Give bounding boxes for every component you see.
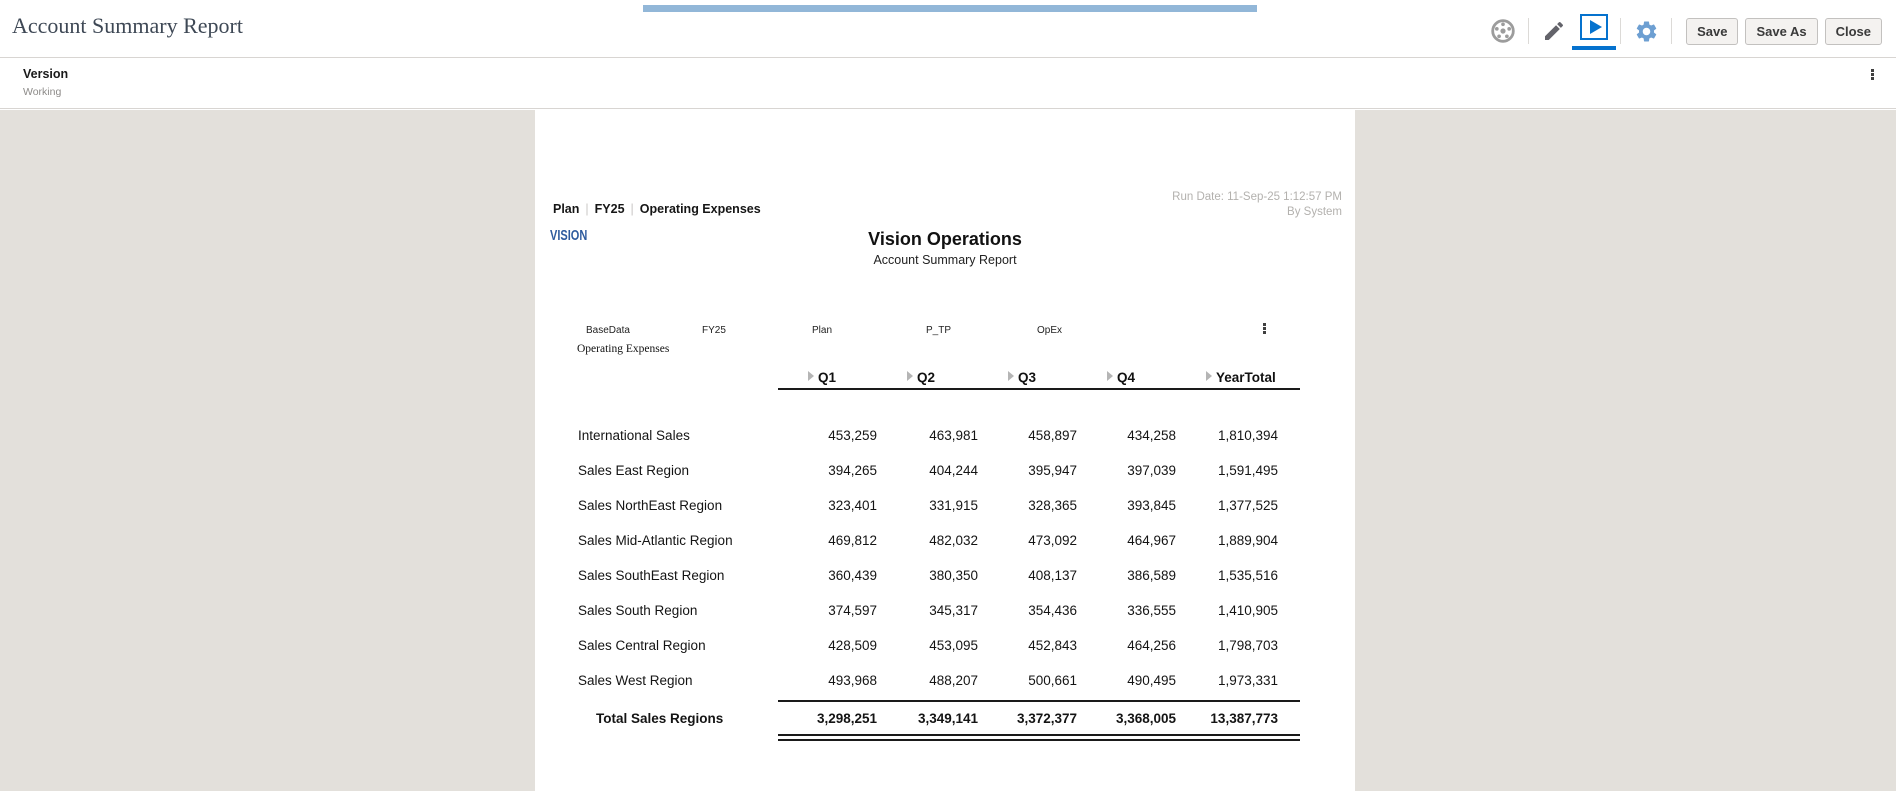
preview-play-button[interactable]: [1579, 12, 1609, 50]
pov-member-fy25[interactable]: FY25: [702, 325, 726, 336]
pov-member-plan[interactable]: Plan: [812, 325, 833, 336]
play-icon: [1580, 14, 1608, 40]
total-row: [578, 706, 1300, 732]
cell-value: 354,436: [1028, 603, 1077, 618]
version-pov-bar: [0, 59, 1896, 109]
cell-value: 493,968: [828, 673, 877, 688]
pov-member-basedata[interactable]: BaseData: [586, 325, 630, 336]
toolbar: [1489, 11, 1882, 51]
cell-value: 395,947: [1028, 463, 1077, 478]
column-header-q1[interactable]: Q1: [778, 368, 877, 388]
row-label: Sales East Region: [578, 463, 690, 478]
toolbar-divider: [1528, 18, 1529, 44]
cell-value: 323,401: [828, 498, 877, 513]
cell-value: 331,915: [929, 498, 978, 513]
cell-value: 463,981: [929, 428, 978, 443]
cell-value: 1,535,516: [1217, 568, 1278, 583]
cell-value: 1,410,905: [1217, 603, 1278, 618]
total-value: 3,372,377: [1016, 711, 1077, 726]
cell-value: 452,843: [1028, 638, 1077, 653]
row-label: International Sales: [578, 428, 690, 443]
cell-value: 1,377,525: [1217, 498, 1278, 513]
cell-value: 336,555: [1127, 603, 1176, 618]
table-row: [578, 418, 1300, 453]
cell-value: 453,095: [929, 638, 978, 653]
column-header-q4[interactable]: Q4: [1077, 368, 1176, 388]
expand-triangle-icon[interactable]: [907, 371, 913, 381]
report-title-block: [535, 229, 1355, 267]
cell-value: 345,317: [929, 603, 978, 618]
cell-value: 394,265: [828, 463, 877, 478]
cell-value: 1,798,703: [1217, 638, 1278, 653]
edit-pencil-icon[interactable]: [1540, 17, 1568, 45]
total-value: 13,387,773: [1210, 711, 1278, 726]
cell-value: 1,973,331: [1217, 673, 1278, 688]
vision-logo: VISION: [550, 228, 588, 245]
expand-triangle-icon[interactable]: [1206, 371, 1212, 381]
toolbar-divider: [1671, 18, 1672, 44]
total-double-underline: [778, 739, 1300, 741]
expand-triangle-icon[interactable]: [808, 371, 814, 381]
cell-value: 434,258: [1127, 428, 1176, 443]
report-preview-panel: [535, 110, 1355, 791]
cell-value: 1,591,495: [1217, 463, 1278, 478]
table-row: [578, 593, 1300, 628]
table-body: [578, 418, 1300, 698]
total-top-rule: [778, 700, 1300, 702]
pov-member-operating-expenses[interactable]: Operating Expenses: [577, 343, 670, 355]
close-button[interactable]: Close: [1825, 18, 1882, 45]
toolbar-divider: [1620, 18, 1621, 44]
progress-bar: [643, 5, 1257, 12]
header-underline: [778, 388, 1300, 390]
version-label: Version: [23, 67, 69, 81]
table-row: [578, 523, 1300, 558]
run-by: By System: [1287, 206, 1342, 218]
cell-value: 500,661: [1028, 673, 1077, 688]
breadcrumb-item-account[interactable]: Operating Expenses: [639, 202, 761, 216]
pov-member-ptp[interactable]: P_TP: [926, 325, 952, 336]
total-value: 3,349,141: [917, 711, 978, 726]
cell-value: 482,032: [929, 533, 978, 548]
column-header-q3[interactable]: Q3: [978, 368, 1077, 388]
page-title: Account Summary Report: [12, 13, 243, 38]
cell-value: 408,137: [1028, 568, 1077, 583]
report-title: Vision Operations: [868, 229, 1022, 249]
pov-kebab-menu-icon[interactable]: [1263, 323, 1266, 334]
cell-value: 328,365: [1028, 498, 1077, 513]
total-double-underline: [778, 734, 1300, 736]
table-row: [578, 628, 1300, 663]
version-member-selector[interactable]: Working: [23, 86, 62, 98]
report-subtitle: Account Summary Report: [873, 253, 1017, 267]
row-label: Sales SouthEast Region: [578, 568, 725, 583]
row-label: Sales South Region: [578, 603, 698, 618]
column-header-q2[interactable]: Q2: [877, 368, 978, 388]
column-header-yeartotal[interactable]: YearTotal: [1176, 368, 1278, 388]
cell-value: 360,439: [828, 568, 877, 583]
row-label: Sales Central Region: [578, 638, 706, 653]
breadcrumb-item-scenario[interactable]: Plan: [553, 202, 580, 216]
run-date: Run Date: 11-Sep-25 1:12:57 PM: [1172, 191, 1342, 203]
cell-value: 380,350: [929, 568, 978, 583]
cell-value: 404,244: [929, 463, 978, 478]
row-label: Sales NorthEast Region: [578, 498, 723, 513]
cell-value: 397,039: [1127, 463, 1176, 478]
table-row: [578, 558, 1300, 593]
cell-value: 458,897: [1028, 428, 1077, 443]
cell-value: 469,812: [828, 533, 877, 548]
table-row: [578, 453, 1300, 488]
table-header-row: [578, 368, 1300, 388]
cell-value: 490,495: [1127, 673, 1176, 688]
pov-wheel-icon[interactable]: [1489, 17, 1517, 45]
settings-gear-icon[interactable]: [1632, 17, 1660, 45]
report-pov-breadcrumb: Plan | FY25 | Operating Expenses: [553, 202, 761, 216]
cell-value: 1,810,394: [1217, 428, 1278, 443]
app-header: [0, 0, 1896, 58]
content-background: [0, 110, 1896, 791]
cell-value: 488,207: [929, 673, 978, 688]
cell-value: 464,967: [1127, 533, 1176, 548]
active-tab-underline: [1572, 46, 1616, 50]
cell-value: 1,889,904: [1217, 533, 1278, 548]
save-button[interactable]: Save: [1686, 18, 1738, 45]
expand-triangle-icon[interactable]: [1008, 371, 1014, 381]
row-label: Sales West Region: [578, 673, 693, 688]
pov-member-opex[interactable]: OpEx: [1037, 325, 1063, 336]
cell-value: 393,845: [1127, 498, 1176, 513]
run-info: [1172, 190, 1342, 220]
cell-value: 374,597: [828, 603, 877, 618]
row-label: Sales Mid-Atlantic Region: [578, 533, 733, 548]
breadcrumb-item-year[interactable]: FY25: [594, 202, 625, 216]
cell-value: 464,256: [1127, 638, 1176, 653]
cell-value: 473,092: [1028, 533, 1077, 548]
total-value: 3,368,005: [1115, 711, 1176, 726]
cell-value: 453,259: [828, 428, 877, 443]
cell-value: 428,509: [828, 638, 877, 653]
save-as-button[interactable]: Save As: [1745, 18, 1817, 45]
report-pov-strip: [535, 325, 1355, 345]
total-value: 3,298,251: [816, 711, 877, 726]
report-table: [578, 368, 1300, 726]
table-row: [578, 488, 1300, 523]
total-label: Total Sales Regions: [596, 711, 724, 726]
version-kebab-menu-icon[interactable]: [1871, 69, 1874, 80]
expand-triangle-icon[interactable]: [1107, 371, 1113, 381]
action-buttons: [1686, 18, 1882, 45]
table-row: [578, 663, 1300, 698]
cell-value: 386,589: [1127, 568, 1176, 583]
